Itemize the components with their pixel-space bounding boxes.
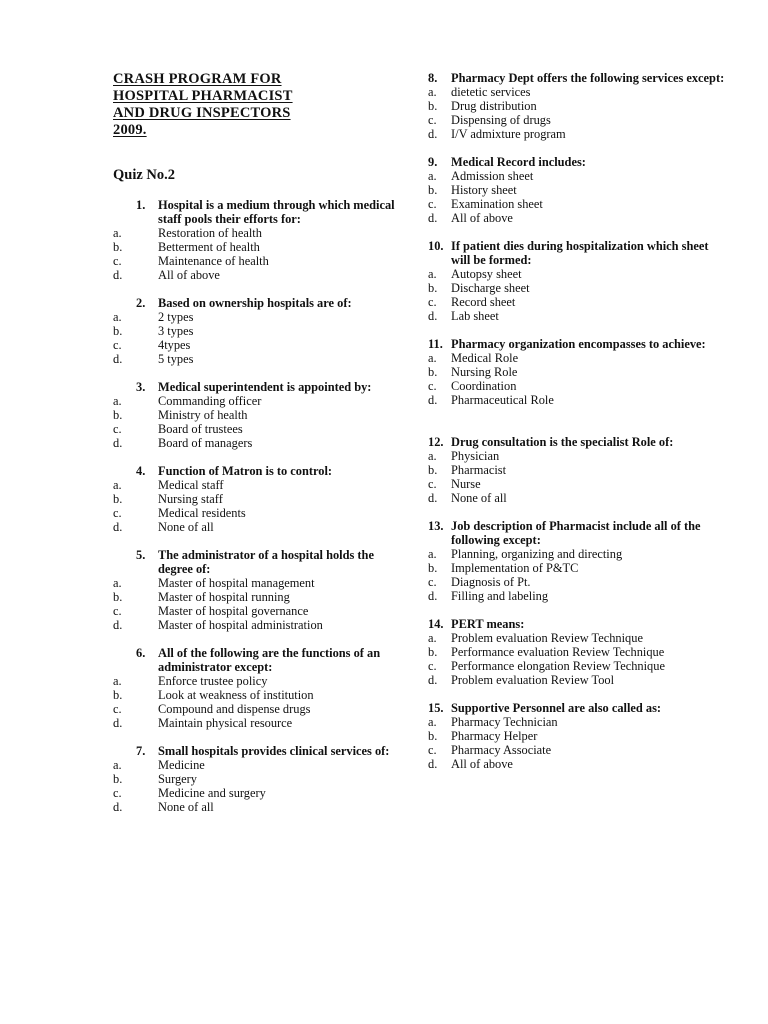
option-letter: d.: [113, 352, 123, 366]
answer-option: [113, 772, 403, 786]
option-letter: d.: [113, 436, 123, 450]
option-letter: b.: [428, 645, 438, 659]
option-letter: a.: [113, 226, 122, 240]
option-letter: b.: [428, 463, 438, 477]
option-text: Dispensing of drugs: [451, 113, 551, 127]
right-column: [428, 71, 728, 785]
answer-option: [113, 240, 403, 254]
option-text: Commanding officer: [158, 394, 262, 408]
question-text: Drug consultation is the specialist Role of:: [451, 435, 674, 449]
question-text: Pharmacy organization encompasses to achieve:: [451, 337, 706, 351]
answer-option: [428, 743, 728, 757]
answer-option: [113, 254, 403, 268]
question-list-right: [428, 71, 728, 771]
question-text: Medical superintendent is appointed by:: [158, 380, 372, 394]
answer-option: [113, 422, 403, 436]
option-text: Maintenance of health: [158, 254, 269, 268]
option-letter: a.: [113, 576, 122, 590]
answer-option: [428, 673, 728, 687]
answer-option: [113, 604, 403, 618]
option-letter: a.: [113, 674, 122, 688]
question-item: [113, 744, 403, 814]
option-letter: d.: [428, 757, 438, 771]
answer-option: [113, 506, 403, 520]
answer-option: [428, 659, 728, 673]
question-item: [428, 239, 728, 323]
option-text: Record sheet: [451, 295, 516, 309]
option-text: Diagnosis of Pt.: [451, 575, 531, 589]
option-letter: d.: [113, 268, 123, 282]
title-line: AND DRUG INSPECTORS: [113, 105, 291, 121]
option-letter: a.: [113, 394, 122, 408]
option-text: None of all: [158, 800, 214, 814]
question-item: [428, 435, 728, 505]
option-text: Compound and dispense drugs: [158, 702, 311, 716]
question-stem: [428, 617, 728, 631]
answer-option: [428, 351, 728, 365]
question-item: [428, 701, 728, 771]
option-letter: d.: [113, 520, 123, 534]
question-item: [113, 646, 403, 730]
answer-option: [428, 267, 728, 281]
option-letter: c.: [428, 659, 437, 673]
question-item: [113, 548, 403, 632]
option-text: dietetic services: [451, 85, 531, 99]
option-text: All of above: [451, 211, 513, 225]
option-text: I/V admixture program: [451, 127, 566, 141]
option-letter: d.: [113, 800, 123, 814]
answer-option: [113, 324, 403, 338]
question-text: Job description of Pharmacist include all of the following except:: [451, 519, 701, 547]
answer-option: [428, 729, 728, 743]
option-letter: d.: [428, 393, 438, 407]
option-letter: a.: [428, 85, 437, 99]
question-number: 14.: [428, 617, 444, 631]
answer-option: [428, 547, 728, 561]
option-text: Medical Role: [451, 351, 519, 365]
option-text: None of all: [451, 491, 507, 505]
answer-option: [428, 211, 728, 225]
option-letter: c.: [428, 477, 437, 491]
question-text: Pharmacy Dept offers the following services except:: [451, 71, 725, 85]
option-letter: a.: [113, 310, 122, 324]
document-title: [113, 71, 403, 139]
option-text: Implementation of P&TC: [451, 561, 579, 575]
question-text: Based on ownership hospitals are of:: [158, 296, 352, 310]
question-number: 8.: [428, 71, 438, 85]
option-letter: b.: [113, 590, 123, 604]
option-text: Examination sheet: [451, 197, 543, 211]
answer-option: [113, 618, 403, 632]
question-text: Function of Matron is to control:: [158, 464, 333, 478]
option-text: Performance elongation Review Technique: [451, 659, 665, 673]
option-text: Physician: [451, 449, 500, 463]
question-stem: [428, 71, 728, 85]
question-text: If patient dies during hospitalization which sheet will be formed:: [451, 239, 709, 267]
option-letter: d.: [428, 127, 438, 141]
option-text: Drug distribution: [451, 99, 537, 113]
question-stem: [428, 701, 728, 715]
option-letter: a.: [428, 169, 437, 183]
option-letter: a.: [428, 715, 437, 729]
answer-option: [428, 197, 728, 211]
option-letter: a.: [113, 478, 122, 492]
option-text: Medicine: [158, 758, 205, 772]
option-letter: b.: [428, 281, 438, 295]
option-letter: c.: [113, 702, 122, 716]
option-letter: d.: [428, 589, 438, 603]
answer-option: [113, 268, 403, 282]
question-text: Supportive Personnel are also called as:: [451, 701, 662, 715]
answer-option: [113, 436, 403, 450]
option-text: Coordination: [451, 379, 517, 393]
option-text: Medical residents: [158, 506, 246, 520]
option-letter: c.: [428, 379, 437, 393]
option-letter: a.: [428, 351, 437, 365]
question-item: [113, 198, 403, 282]
question-text: Medical Record includes:: [451, 155, 586, 169]
answer-option: [113, 688, 403, 702]
option-letter: b.: [428, 183, 438, 197]
option-letter: d.: [113, 716, 123, 730]
option-letter: b.: [113, 408, 123, 422]
option-letter: c.: [113, 254, 122, 268]
answer-option: [428, 561, 728, 575]
answer-option: [113, 520, 403, 534]
question-stem: [428, 435, 728, 449]
question-text: Hospital is a medium through which medical staff pools their efforts for:: [158, 198, 395, 226]
answer-option: [113, 674, 403, 688]
option-letter: b.: [428, 729, 438, 743]
question-item: [113, 296, 403, 366]
answer-option: [428, 113, 728, 127]
option-text: Look at weakness of institution: [158, 688, 314, 702]
question-number: 10.: [428, 239, 444, 253]
option-text: 3 types: [158, 324, 194, 338]
option-letter: b.: [113, 324, 123, 338]
question-stem: [428, 519, 728, 547]
answer-option: [428, 379, 728, 393]
question-stem: [428, 337, 728, 351]
question-item: [428, 337, 728, 407]
option-letter: c.: [428, 295, 437, 309]
option-text: Nursing Role: [451, 365, 518, 379]
answer-option: [428, 757, 728, 771]
question-number: 12.: [428, 435, 444, 449]
option-text: Lab sheet: [451, 309, 499, 323]
answer-option: [113, 786, 403, 800]
option-text: All of above: [158, 268, 220, 282]
answer-option: [428, 393, 728, 407]
answer-option: [428, 631, 728, 645]
option-letter: b.: [113, 688, 123, 702]
question-number: 15.: [428, 701, 444, 715]
option-text: Board of managers: [158, 436, 253, 450]
option-letter: d.: [428, 491, 438, 505]
option-letter: d.: [428, 211, 438, 225]
answer-option: [428, 85, 728, 99]
answer-option: [428, 449, 728, 463]
question-text: PERT means:: [451, 617, 525, 631]
question-number: 11.: [428, 337, 443, 351]
question-text: The administrator of a hospital holds the degree of:: [158, 548, 374, 576]
option-text: Problem evaluation Review Technique: [451, 631, 643, 645]
title-line: HOSPITAL PHARMACIST: [113, 88, 293, 104]
option-text: Master of hospital management: [158, 576, 315, 590]
option-text: Planning, organizing and directing: [451, 547, 623, 561]
option-text: Filling and labeling: [451, 589, 549, 603]
option-text: Nurse: [451, 477, 481, 491]
title-line: CRASH PROGRAM FOR: [113, 71, 282, 87]
question-stem: 3. Medical superintendent is appointed by:: [136, 380, 372, 394]
option-text: All of above: [451, 757, 513, 771]
option-letter: c.: [113, 786, 122, 800]
option-text: Pharmacist: [451, 463, 507, 477]
answer-option: [113, 758, 403, 772]
answer-option: [428, 575, 728, 589]
option-letter: b.: [113, 492, 123, 506]
answer-option: [428, 491, 728, 505]
question-stem: 7. Small hospitals provides clinical services of:: [136, 744, 390, 758]
answer-option: [113, 408, 403, 422]
title-line: 2009.: [113, 122, 147, 138]
option-letter: c.: [428, 197, 437, 211]
option-letter: b.: [428, 99, 438, 113]
answer-option: [113, 352, 403, 366]
option-text: Pharmaceutical Role: [451, 393, 554, 407]
option-text: 5 types: [158, 352, 194, 366]
option-text: Restoration of health: [158, 226, 262, 240]
quiz-label: Quiz No.2: [113, 167, 176, 183]
option-text: Surgery: [158, 772, 198, 786]
option-letter: c.: [428, 575, 437, 589]
option-text: 2 types: [158, 310, 194, 324]
question-item: [428, 617, 728, 687]
option-letter: a.: [428, 449, 437, 463]
left-column: [113, 71, 403, 828]
option-letter: d.: [113, 618, 123, 632]
answer-option: [113, 338, 403, 352]
answer-option: [428, 309, 728, 323]
option-text: Medical staff: [158, 478, 224, 492]
answer-option: [113, 310, 403, 324]
option-letter: d.: [428, 673, 438, 687]
question-number: 13.: [428, 519, 444, 533]
question-stem: 1. Hospital is a medium through which medical staff pools their efforts for:: [113, 198, 403, 226]
option-text: Medicine and surgery: [158, 786, 266, 800]
answer-option: [428, 281, 728, 295]
option-text: Nursing staff: [158, 492, 223, 506]
option-text: Problem evaluation Review Tool: [451, 673, 615, 687]
answer-option: [113, 702, 403, 716]
option-text: Pharmacy Associate: [451, 743, 552, 757]
option-text: History sheet: [451, 183, 517, 197]
question-list-left: [113, 198, 403, 814]
answer-option: [428, 127, 728, 141]
option-text: Master of hospital governance: [158, 604, 309, 618]
question-item: [113, 380, 403, 450]
option-text: Discharge sheet: [451, 281, 530, 295]
option-text: None of all: [158, 520, 214, 534]
option-text: Board of trustees: [158, 422, 243, 436]
option-text: Autopsy sheet: [451, 267, 522, 281]
option-text: Ministry of health: [158, 408, 248, 422]
answer-option: [113, 716, 403, 730]
option-letter: c.: [428, 113, 437, 127]
answer-option: [113, 492, 403, 506]
option-text: Performance evaluation Review Technique: [451, 645, 665, 659]
option-letter: b.: [428, 561, 438, 575]
question-stem: [428, 239, 728, 267]
question-item: [428, 519, 728, 603]
option-letter: c.: [428, 743, 437, 757]
option-text: Betterment of health: [158, 240, 260, 254]
option-letter: b.: [113, 240, 123, 254]
option-text: Enforce trustee policy: [158, 674, 268, 688]
answer-option: [113, 576, 403, 590]
answer-option: [428, 715, 728, 729]
answer-option: [428, 99, 728, 113]
answer-option: [113, 478, 403, 492]
answer-option: [428, 295, 728, 309]
option-text: Master of hospital running: [158, 590, 290, 604]
answer-option: [113, 394, 403, 408]
question-item: [428, 71, 728, 141]
answer-option: [113, 590, 403, 604]
question-stem: 4. Function of Matron is to control:: [136, 464, 333, 478]
option-text: Admission sheet: [451, 169, 534, 183]
answer-option: [428, 365, 728, 379]
question-item: [113, 464, 403, 534]
answer-option: [428, 463, 728, 477]
option-letter: b.: [428, 365, 438, 379]
option-text: Master of hospital administration: [158, 618, 323, 632]
option-text: Pharmacy Technician: [451, 715, 558, 729]
option-letter: a.: [428, 267, 437, 281]
question-number: 9.: [428, 155, 438, 169]
question-stem: [428, 155, 728, 169]
answer-option: [428, 183, 728, 197]
answer-option: [428, 169, 728, 183]
answer-option: [428, 645, 728, 659]
option-letter: a.: [428, 631, 437, 645]
question-text: All of the following are the functions of an administrator except:: [158, 646, 381, 674]
question-text: Small hospitals provides clinical services of:: [158, 744, 390, 758]
option-text: 4types: [158, 338, 191, 352]
answer-option: [113, 800, 403, 814]
option-text: Maintain physical resource: [158, 716, 293, 730]
option-letter: c.: [113, 506, 122, 520]
option-letter: d.: [428, 309, 438, 323]
option-letter: b.: [113, 772, 123, 786]
option-letter: a.: [428, 547, 437, 561]
option-text: Pharmacy Helper: [451, 729, 538, 743]
option-letter: c.: [113, 604, 122, 618]
question-stem: 6. All of the following are the functions of an administrator except:: [113, 646, 403, 674]
question-stem: 2. Based on ownership hospitals are of:: [136, 296, 352, 310]
answer-option: [428, 589, 728, 603]
answer-option: [113, 226, 403, 240]
option-letter: c.: [113, 422, 122, 436]
option-letter: c.: [113, 338, 122, 352]
question-stem: 5. The administrator of a hospital holds the degree of:: [113, 548, 403, 576]
option-letter: a.: [113, 758, 122, 772]
question-item: [428, 155, 728, 225]
answer-option: [428, 477, 728, 491]
